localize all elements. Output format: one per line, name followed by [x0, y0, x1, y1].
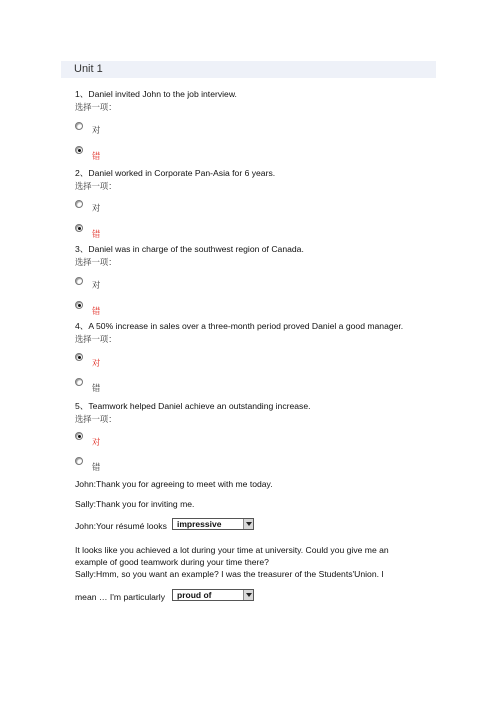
q4-radio-false[interactable]	[75, 378, 83, 386]
question-1-prompt: 选择一项：	[75, 102, 117, 112]
question-5-text: 5、Teamwork helped Daniel achieve an outstanding increase.	[75, 401, 311, 411]
q2-option-false: 错	[92, 229, 101, 239]
dropdown-1-value: impressive	[177, 519, 222, 529]
question-5-prompt: 选择一项：	[75, 414, 117, 424]
dropdown-proud-of[interactable]	[172, 589, 254, 601]
q2-radio-false[interactable]	[75, 224, 83, 232]
q3-radio-false[interactable]	[75, 301, 83, 309]
q1-option-false: 错	[92, 151, 101, 161]
q1-radio-false[interactable]	[75, 146, 83, 154]
dialogue-line-5a: Sally:Hmm, so you want an example? I was the treasurer of the Students'Union. I	[75, 569, 384, 579]
question-1-text: 1、Daniel invited John to the job interview.	[75, 89, 237, 99]
question-3-prompt: 选择一项：	[75, 257, 117, 267]
unit-title: Unit 1	[74, 63, 103, 75]
question-4-prompt: 选择一项：	[75, 334, 117, 344]
dropdown-2-value: proud of	[177, 590, 212, 600]
q5-option-true: 对	[92, 437, 101, 447]
dialogue-line-4b: example of good teamwork during your time there?	[75, 557, 269, 567]
q2-option-true: 对	[92, 203, 101, 213]
dialogue-line-4a: It looks like you achieved a lot during your time at university. Could you give me an	[75, 545, 389, 555]
q1-option-true: 对	[92, 125, 101, 135]
q5-option-false: 错	[92, 462, 101, 472]
question-2-prompt: 选择一项：	[75, 181, 117, 191]
unit-header	[61, 61, 436, 78]
chevron-down-icon	[243, 590, 253, 600]
dropdown-impressive[interactable]	[172, 518, 254, 530]
q3-radio-true[interactable]	[75, 277, 83, 285]
q5-radio-true[interactable]	[75, 432, 83, 440]
dialogue-line-1: John:Thank you for agreeing to meet with me today.	[75, 479, 273, 489]
chevron-down-icon	[243, 519, 253, 529]
q4-option-true: 对	[92, 358, 101, 368]
question-3-text: 3、Daniel was in charge of the southwest region of Canada.	[75, 244, 304, 254]
q3-option-false: 错	[92, 306, 101, 316]
dialogue-line-5b: mean … I'm particularly	[75, 592, 165, 602]
dialogue-line-2: Sally:Thank you for inviting me.	[75, 499, 195, 509]
question-2-text: 2、Daniel worked in Corporate Pan-Asia for 6 years.	[75, 168, 276, 178]
q3-option-true: 对	[92, 280, 101, 290]
dialogue-line-3: John:Your résumé looks	[75, 521, 167, 531]
q1-radio-true[interactable]	[75, 122, 83, 130]
question-4-text: 4、A 50% increase in sales over a three-month period proved Daniel a good manager.	[75, 321, 404, 331]
q2-radio-true[interactable]	[75, 200, 83, 208]
q5-radio-false[interactable]	[75, 457, 83, 465]
q4-option-false: 错	[92, 383, 101, 393]
q4-radio-true[interactable]	[75, 353, 83, 361]
